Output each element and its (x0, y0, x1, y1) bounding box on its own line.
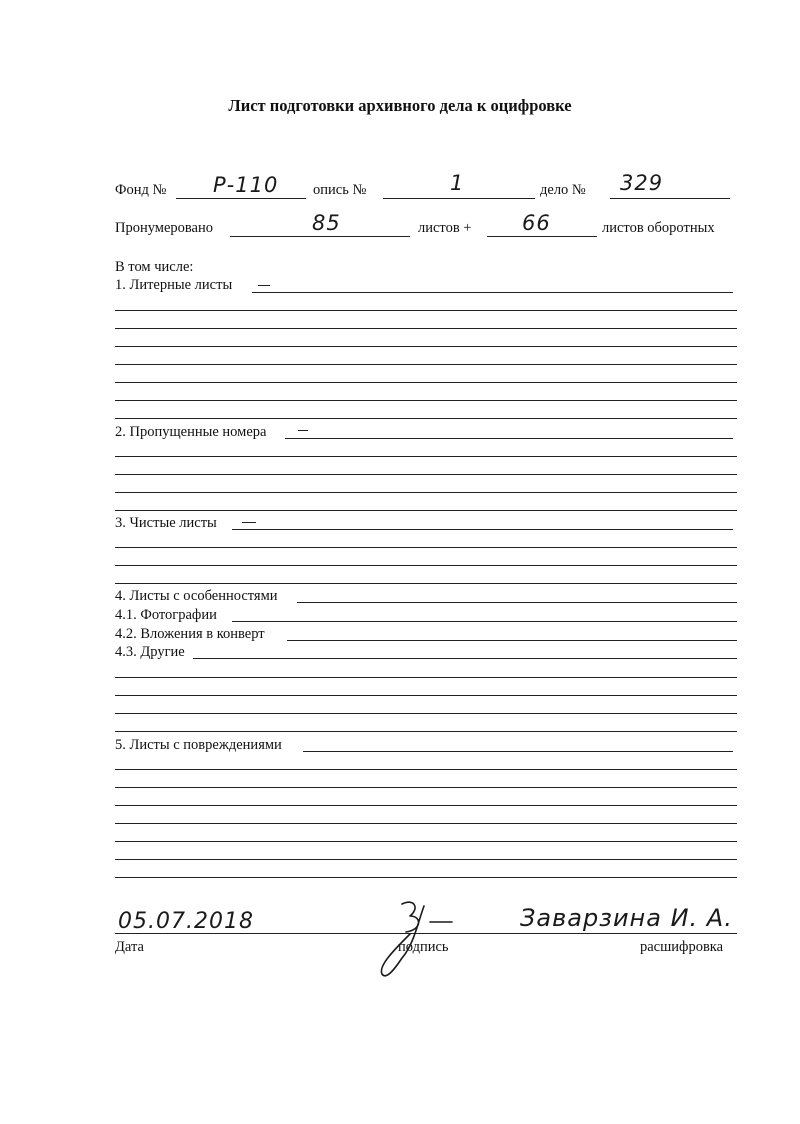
blank-line (115, 364, 737, 365)
blank-sheets-dash (242, 522, 256, 523)
other-line (193, 658, 737, 659)
blank-line (115, 565, 737, 566)
fond-label: Фонд № (115, 182, 167, 198)
opis-label: опись № (313, 182, 367, 198)
blank-line (115, 474, 737, 475)
fond-line (176, 198, 306, 199)
reverse-count-value: 66 (522, 211, 551, 235)
blank-sheets-line (232, 529, 733, 530)
blank-line (115, 346, 737, 347)
blank-line (115, 583, 737, 584)
literal-sheets-line (252, 292, 733, 293)
blank-line (115, 713, 737, 714)
delo-value: 329 (620, 171, 664, 195)
envelope-label: 4.2. Вложения в конверт (115, 626, 265, 642)
blank-line (115, 400, 737, 401)
blank-line (115, 859, 737, 860)
reverse-label: листов оборотных (602, 220, 715, 236)
including-heading: В том числе: (115, 259, 194, 275)
missing-numbers-label: 2. Пропущенные номера (115, 424, 267, 440)
handwritten-signature (372, 892, 472, 987)
blank-line (115, 456, 737, 457)
numbered-label: Пронумеровано (115, 220, 214, 236)
damaged-sheets-label: 5. Листы с повреждениями (115, 737, 282, 753)
literal-sheets-label: 1. Литерные листы (115, 277, 233, 293)
sheets-count-line (230, 236, 410, 237)
blank-line (115, 805, 737, 806)
opis-value: 1 (450, 171, 465, 195)
blank-line (115, 547, 737, 548)
name-label: расшифровка (640, 939, 724, 955)
date-value: 05.07.2018 (118, 909, 254, 934)
photos-line (232, 621, 737, 622)
missing-numbers-line (285, 438, 733, 439)
blank-line (115, 823, 737, 824)
blank-line (115, 769, 737, 770)
damaged-sheets-line (303, 751, 733, 752)
sheets-label: листов + (418, 220, 472, 236)
signature-label: подпись (398, 939, 449, 955)
blank-line (115, 510, 737, 511)
blank-sheets-label: 3. Чистые листы (115, 515, 217, 531)
blank-line (115, 841, 737, 842)
special-sheets-label: 4. Листы с особенностями (115, 588, 278, 604)
delo-label: дело № (540, 182, 586, 198)
fond-value: Р-110 (213, 173, 279, 197)
blank-line (115, 418, 737, 419)
blank-line (115, 328, 737, 329)
envelope-line (287, 640, 737, 641)
special-sheets-line (297, 602, 737, 603)
page-title: Лист подготовки архивного дела к оцифровке (228, 96, 572, 115)
missing-numbers-dash (298, 430, 308, 431)
name-value: Заварзина И. А. (520, 904, 733, 932)
blank-line (115, 787, 737, 788)
blank-line (115, 731, 737, 732)
sheets-count-value: 85 (312, 211, 341, 235)
blank-line (115, 877, 737, 878)
delo-line (610, 198, 730, 199)
reverse-count-line (487, 236, 597, 237)
other-label: 4.3. Другие (115, 644, 185, 660)
blank-line (115, 492, 737, 493)
blank-line (115, 382, 737, 383)
blank-line (115, 310, 737, 311)
literal-sheets-dash (258, 285, 270, 286)
date-label: Дата (115, 939, 144, 955)
photos-label: 4.1. Фотографии (115, 607, 217, 623)
opis-line (383, 198, 535, 199)
blank-line (115, 695, 737, 696)
blank-line (115, 677, 737, 678)
